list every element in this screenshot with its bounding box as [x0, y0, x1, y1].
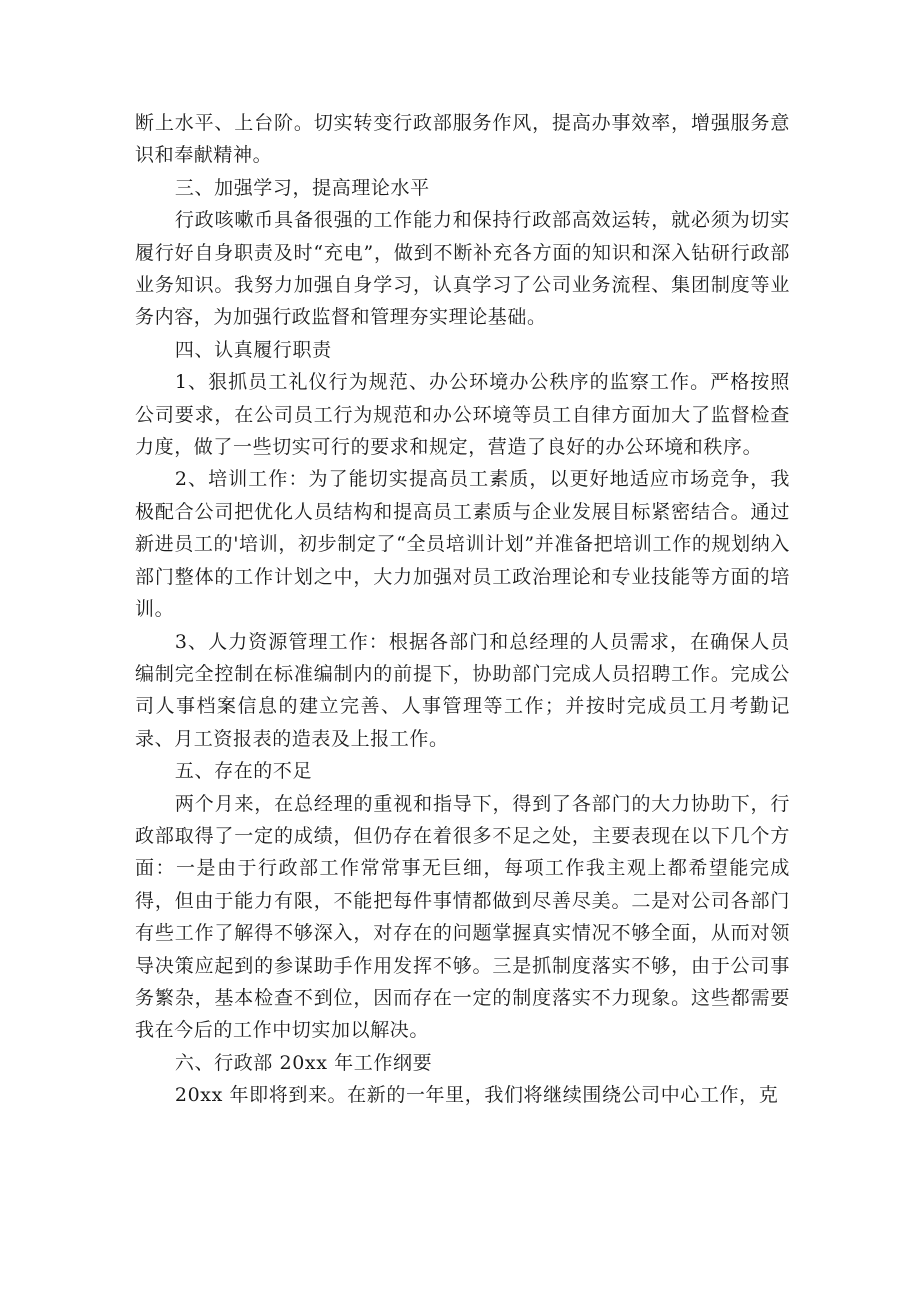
section-heading-plan: 六、行政部 20xx 年工作纲要: [174, 1051, 433, 1074]
section-heading-study: 三、加强学习，提高理论水平: [174, 176, 430, 199]
section-heading-duties: 四、认真履行职责: [174, 338, 332, 361]
document-body: [135, 107, 790, 1112]
paragraph-study: 行政咳嗽币具备很强的工作能力和保持行政部高效运转，就必须为切实履行好自身职责及时“充电”，做到不断补充各方面的知识和深入钻研行政部业务知识。我努力加强自身学习，认真学习了公司业务流程、集团制度等业务内容，为加强行政监督和管理夯实理论基础。: [135, 209, 790, 329]
paragraph-shortcomings: 两个月来，在总经理的重视和指导下，得到了各部门的大力协助下，行政部取得了一定的成绩，但仍存在着很多不足之处，主要表现在以下几个方面：一是由于行政部工作常常事无巨细，每项工作我主观上都希望能完成得，但由于能力有限，不能把每件事情都做到尽善尽美。二是对公司各部门有些工作了解得不够深入，对存在的问题掌握真实情况不够全面，从而对领导决策应起到的参谋助手作用发挥不够。三是抓制度落实不够，由于公司事务繁杂，基本检查不到位，因而存在一定的制度落实不力现象。这些都需要我在今后的工作中切实加以解决。: [135, 792, 790, 1042]
section-heading-shortcomings: 五、存在的不足: [174, 760, 313, 783]
paragraph-plan: 20xx 年即将到来。在新的一年里，我们将继续围绕公司中心工作，克: [174, 1084, 779, 1107]
paragraph-duty-3: 3、人力资源管理工作：根据各部门和总经理的人员需求，在确保人员编制完全控制在标准编制内的前提下，协助部门完成人员招聘工作。完成公司人事档案信息的建立完善、人事管理等工作；并按时完成员工月考勤记录、月工资报表的造表及上报工作。: [135, 630, 790, 750]
paragraph-duty-1: 1、狠抓员工礼仪行为规范、办公环境办公秩序的监察工作。严格按照公司要求，在公司员工行为规范和办公环境等员工自律方面加大了监督检查力度，做了一些切实可行的要求和规定，营造了良好的办公环境和秩序。: [135, 371, 790, 459]
paragraph-continuation: 断上水平、上台阶。切实转变行政部服务作风，提高办事效率，增强服务意识和奉献精神。: [135, 112, 790, 167]
paragraph-duty-2: 2、培训工作：为了能切实提高员工素质，以更好地适应市场竞争，我极配合公司把优化人员结构和提高员工素质与企业发展目标紧密结合。通过新进员工的'培训，初步制定了“全员培训计划”并准备把培训工作的规划纳入部门整体的工作计划之中，大力加强对员工政治理论和专业技能等方面的培训。: [135, 468, 790, 621]
